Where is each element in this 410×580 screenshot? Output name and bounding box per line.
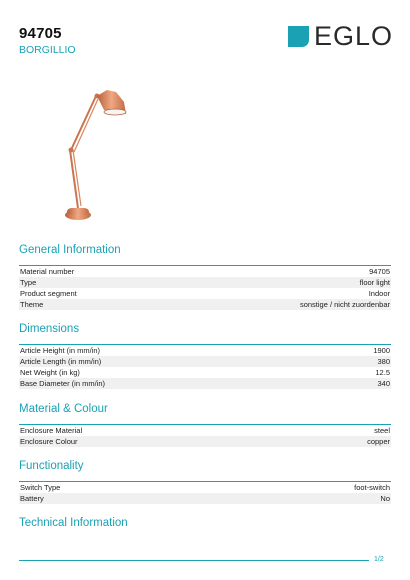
section-title: Material & Colour [19,403,108,415]
table-row [19,344,391,356]
row-label: Switch Type [20,483,61,492]
section-title: Dimensions [19,323,80,335]
row-value: sonstige / nicht zuordenbar [299,300,390,309]
row-label: Enclosure Colour [20,437,78,446]
row-value: 380 [377,357,390,366]
section-title: General Information [19,244,121,256]
row-label: Product segment [20,289,77,298]
table-row [19,424,391,436]
table-row [19,493,391,504]
row-label: Enclosure Material [20,426,83,435]
section-material-colour [19,402,391,447]
table-row [19,481,391,493]
row-value: 94705 [369,267,390,276]
section-functionality [19,459,391,504]
page-number: 1/2 [374,556,384,563]
logo-mark-icon [288,26,309,47]
table-row [19,436,391,447]
row-value: floor light [359,278,390,287]
row-label: Article Height (in mm/in) [20,346,101,355]
row-value: copper [367,437,390,446]
footer-divider [19,560,369,561]
row-label: Material number [20,267,75,276]
logo-text: EGLO [314,21,394,51]
row-label: Theme [20,300,44,309]
row-value: Indoor [368,289,390,298]
row-value: 1900 [373,346,390,355]
table-row [19,356,391,367]
floor-lamp-image [52,80,142,230]
row-value: foot-switch [354,483,390,492]
row-label: Article Length (in mm/in) [20,357,102,366]
section-general-information [19,243,391,310]
section-dimensions [19,322,391,389]
row-label: Net Weight (in kg) [20,368,80,377]
article-name: BORGILLIO [19,44,76,56]
row-value: No [380,494,390,503]
section-title: Functionality [19,460,84,472]
section-title: Technical Information [19,517,128,529]
article-number: 94705 [19,25,62,42]
table-row [19,299,391,310]
table-row [19,367,391,378]
eglo-logo [288,21,394,51]
table-row [19,277,391,288]
table-row [19,288,391,299]
row-label: Type [20,278,37,287]
section-technical-information [19,516,391,538]
row-value: 12.5 [375,368,390,377]
row-value: 340 [377,379,390,388]
row-label: Base Diameter (in mm/in) [20,379,106,388]
row-label: Battery [20,494,44,503]
table-row [19,378,391,389]
table-row [19,265,391,277]
row-value: steel [374,426,390,435]
